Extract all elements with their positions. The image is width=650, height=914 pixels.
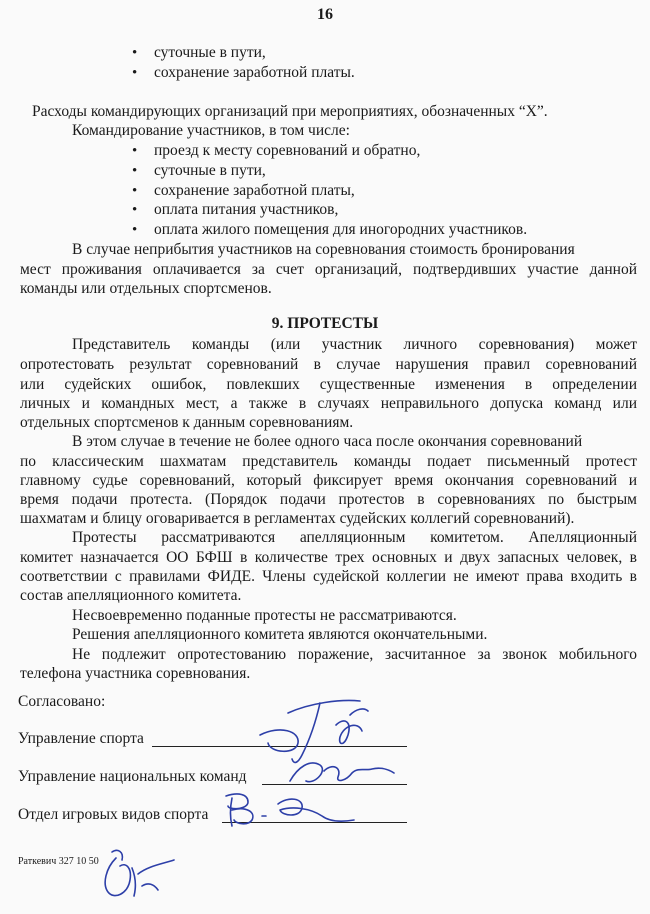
list-item: • сохранение заработной платы.	[154, 64, 355, 82]
expenses-line: Расходы командирующих организаций при мероприятиях, обозначенных “X”.	[32, 103, 548, 120]
paragraph-line: время подачи протеста. (Порядок подачи протестов в соревнованиях по быстрым	[20, 491, 637, 508]
signatory-label: Управление национальных команд	[18, 768, 247, 785]
list-item: • суточные в пути,	[154, 162, 266, 180]
paragraph-line: личных и командных мест, а также в случаях неправильного допуска команд или	[20, 395, 637, 412]
agreed-label: Согласовано:	[18, 693, 106, 710]
handwritten-signature	[92, 838, 182, 908]
page-number: 16	[317, 6, 333, 23]
paragraph-line: Решения апелляционного комитета являются окончательными.	[72, 626, 488, 643]
paragraph-line: телефона участника соревнования.	[20, 665, 251, 682]
paragraph-line: отдельных спортсменов к данным соревнованиям.	[20, 414, 354, 431]
signatory-label: Управление спорта	[18, 730, 144, 747]
paragraph-line: комитет назначается ОО БФШ в количестве трех основных и двух запасных человек, в	[20, 549, 637, 566]
paragraph-line: Протесты рассматриваются апелляционным комитетом. Апелляционный	[72, 529, 637, 546]
paragraph-line: шахматам и блицу оговаривается в регламентах судейских коллегий соревнований).	[20, 510, 575, 527]
paragraph-line: главному судье соревнований, который фиксирует время окончания соревнований и	[20, 472, 637, 489]
list-item: • оплата жилого помещения для иногородних участников.	[154, 221, 527, 239]
paragraph-line: Несвоевременно поданные протесты не рассматриваются.	[72, 607, 457, 624]
handwritten-signature	[218, 786, 368, 836]
paragraph-line: по классическим шахматам представитель команды подает письменный протест	[20, 453, 637, 470]
section-title: 9. ПРОТЕСТЫ	[271, 315, 379, 332]
list-item: • проезд к месту соревнований и обратно,	[154, 142, 420, 160]
paragraph-line: Представитель команды (или участник личного соревнования) может	[72, 336, 637, 353]
list-item: • суточные в пути,	[154, 44, 266, 62]
list-item: • оплата питания участников,	[154, 201, 338, 219]
mission-intro: Командирование участников, в том числе:	[72, 122, 350, 139]
paragraph-line: команды или отдельных спортсменов.	[20, 280, 272, 297]
list-item: • сохранение заработной платы,	[154, 182, 355, 200]
paragraph-line: состав апелляционного комитета.	[20, 587, 242, 604]
footer-note: Раткевич 327 10 50	[18, 856, 99, 867]
paragraph-line: Не подлежит опротестованию поражение, засчитанное за звонок мобильного	[72, 646, 637, 663]
signatory-label: Отдел игровых видов спорта	[18, 806, 209, 823]
paragraph-line: или судейских ошибок, повлекших существенные изменения в определении	[20, 376, 637, 393]
paragraph-line: опротестовать результат соревнований в случае нарушения правил соревнований	[20, 356, 637, 373]
paragraph-line: мест проживания оплачивается за счет организаций, подтвердивших участие данной	[20, 261, 637, 278]
paragraph-line: В случае неприбытия участников на соревнования стоимость бронирования	[72, 241, 575, 258]
paragraph-line: соответствии с правилами ФИДЕ. Члены судейской коллегии не имеют права входить в	[20, 568, 637, 585]
paragraph-line: В этом случае в течение не более одного часа после окончания соревнований	[72, 433, 583, 450]
